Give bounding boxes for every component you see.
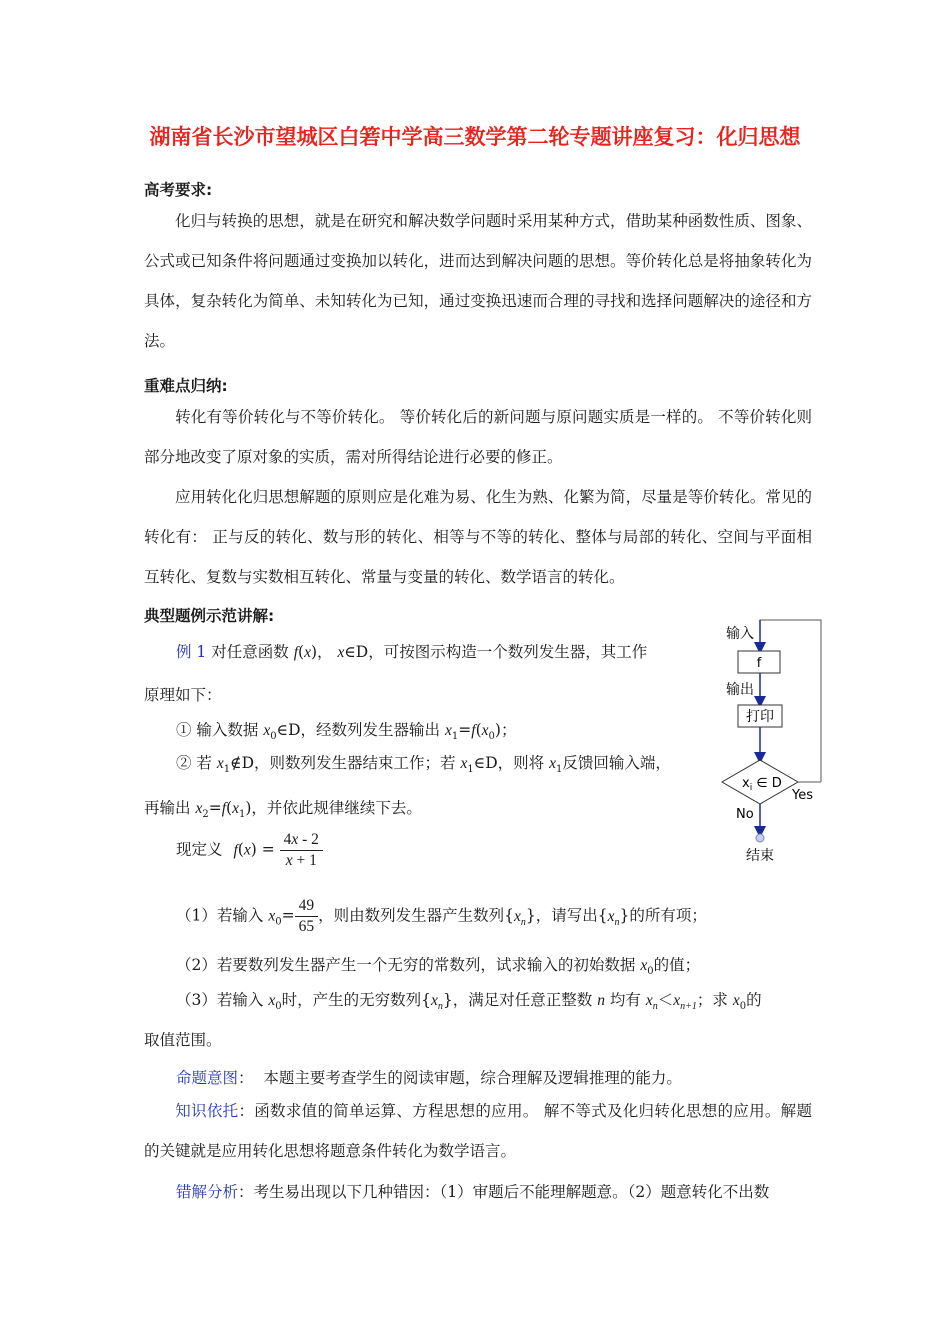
examples-heading: 典型题例示范讲解: [144, 607, 275, 625]
example1-intro-line2: 原理如下： [144, 686, 222, 704]
example1-step1: ① 输入数据 $x_0\in D$，经数列发生器输出 $x_1=f(x_0)$； [176, 721, 517, 743]
example1-step2: ② 若 $x_1\notin D$，则数列发生器结束工作；若 $x_1\in D$，则将 $x_1$反馈回输入端， [176, 754, 671, 776]
requirements-paragraph: 化归与转换的思想，就是在研究和解决数学问题时采用某种方式，借助某种函数性质、图象、公式或已知条件将问题通过变换加以转化，进而达到解决问题的思想。等价转化总是将抽象转化为具体，复杂转化为简单、未知转化为已知，通过变换迅速而合理的寻找和选择问题解决的途径和方法。 [144, 212, 812, 350]
question-2: （2）若要数列发生器产生一个无穷的常数列，试求输入的初始数据 $x_0$的值； [176, 956, 701, 978]
end-node [756, 834, 764, 842]
question-1: （1）若输入 $x_0=$ $\frac{49}{65}$ ，则由数列发生器产生数列$\{x_n\}$，请写出$\{x_n\}$的所有项； [176, 897, 707, 935]
intent-line: 命题意图： 本题主要考查学生的阅读审题，综合理解及逻辑推理的能力。 [176, 1069, 682, 1087]
knowledge-paragraph: 知识依托：函数求值的简单运算、方程思想的应用。 解不等式及化归转化思想的应用。解题的关键就是应用转化思想将题意条件转化为数学语言。 [144, 1102, 812, 1160]
feedback-loop-line [760, 620, 821, 782]
end-label: 结束 [746, 848, 774, 864]
error-analysis-line: 错解分析：考生易出现以下几种错因：（1）审题后不能理解题意。（2）题意转化不出数 [176, 1183, 770, 1201]
example1-intro-line1: 例 1 对任意函数 f(x)， x∈D，可按图示构造一个数列发生器，其工作 [176, 643, 648, 661]
yes-label: Yes [792, 788, 813, 803]
function-definition: 现定义 f(x) = $\frac{4x - 2}{x + 1}$ [176, 830, 323, 871]
sequence-generator-flowchart [718, 614, 830, 874]
key-points-heading: 重难点归纳: [144, 377, 228, 395]
example1-step2-cont: 再输出 $x_2=f(x_1)$，并依此规律继续下去。 [144, 799, 422, 821]
print-box-label: 打印 [746, 709, 774, 725]
flow-input-label: 输入 [726, 626, 754, 642]
requirements-heading: 高考要求: [144, 181, 213, 199]
key-points-paragraph-2: 应用转化化归思想解题的原则应是化难为易、化生为熟、化繁为简，尽量是等价转化。常见的转化有： 正与反的转化、数与形的转化、相等与不等的转化、整体与局部的转化、空间与平面相互转化、复数与实数相互转化、常量与变量的转化、数学语言的转化。 [144, 488, 812, 586]
definition-fraction: $\frac{4x - 2}{x + 1}$ [280, 830, 323, 871]
flow-output-label: 输出 [726, 682, 754, 698]
question-3-cont: 取值范围。 [144, 1031, 222, 1049]
f-box-label: f [756, 656, 762, 671]
no-label: No [736, 807, 754, 822]
key-points-paragraph-1: 转化有等价转化与不等价转化。 等价转化后的新问题与原问题实质是一样的。 不等价转化则部分地改变了原对象的实质，需对所得结论进行必要的修正。 [144, 408, 812, 466]
example-label: 例 1 [176, 643, 207, 661]
question-3: （3）若输入 $x_0$时，产生的无穷数列$\{x_n\}$，满足对任意正整数 n 均有 $x_n<x_{n+1}$；求 $x_0$的 [176, 991, 762, 1013]
decision-label: $x_i$ ∈ D [742, 776, 782, 793]
page-title: 湖南省长沙市望城区白箬中学高三数学第二轮专题讲座复习：化归思想 [149, 125, 801, 149]
